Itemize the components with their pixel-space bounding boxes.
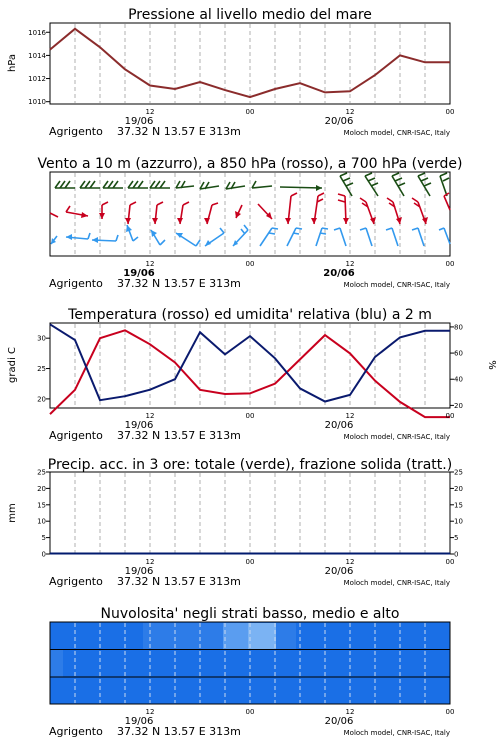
- precipitation-footer: [49, 558, 454, 588]
- temperature-footer: [49, 412, 454, 442]
- pressure-grid: [75, 24, 425, 103]
- barb-850-5: [152, 202, 163, 224]
- barb-700-13: [392, 173, 405, 196]
- hour-tick-label: 00: [445, 412, 455, 420]
- precipitation-y-label: mm: [7, 503, 18, 523]
- y-tick-label: 20: [454, 401, 463, 410]
- y-tick-label: 60: [454, 349, 463, 358]
- pressure-panel: [7, 7, 454, 138]
- y-tick-label: 1016: [28, 28, 46, 37]
- y-tick-label: 25: [37, 365, 46, 374]
- barb-10m-13: [360, 228, 372, 246]
- model-credit: Moloch model, CNR-ISAC, Italy: [343, 729, 450, 737]
- y-tick-label: 0: [41, 550, 46, 559]
- barb-10m-5: [151, 230, 165, 245]
- barb-700-8: [226, 182, 245, 189]
- cloud-cell-high-1: [143, 623, 223, 649]
- date-label: 19/06: [124, 716, 154, 727]
- hour-tick-label: 00: [245, 708, 255, 716]
- barb-700-12: [365, 173, 378, 196]
- date-label: 19/06: [124, 116, 154, 127]
- y-tick-label: 10: [454, 517, 463, 526]
- barb-850-15: [412, 198, 428, 224]
- y-tick-label: 80: [454, 323, 463, 332]
- hour-tick-label: 12: [345, 108, 355, 116]
- pressure-y-label: hPa: [7, 53, 18, 73]
- location-coordinates: 37.32 N 13.57 E 313m: [117, 125, 241, 138]
- cloud-title: Nuvolosita' negli strati basso, medio e alto: [100, 606, 400, 622]
- barb-10m-7: [205, 228, 224, 246]
- barb-700-6: [176, 181, 194, 188]
- barb-700-4: [128, 181, 148, 188]
- barb-850-7: [204, 203, 218, 224]
- barb-10m-3: [92, 235, 118, 243]
- cloud-heatmap: [50, 622, 450, 704]
- precipitation-grid: [75, 473, 425, 553]
- y-tick-label: 20: [37, 395, 46, 404]
- cloud-panel: [49, 606, 454, 738]
- y-tick-label: 25: [454, 468, 463, 477]
- date-label: 20/06: [324, 420, 354, 431]
- pressure-y-ticks: [28, 29, 50, 106]
- hour-tick-label: 00: [445, 108, 455, 116]
- barb-10m-16: [439, 228, 450, 244]
- barb-10m-1: [51, 236, 57, 244]
- barb-700-2: [80, 181, 100, 188]
- y-tick-label: 40: [454, 375, 463, 384]
- humidity-y-label: %: [486, 360, 497, 370]
- hour-tick-label: 00: [245, 558, 255, 566]
- barb-850-13: [360, 198, 376, 224]
- y-tick-label: 20: [454, 484, 463, 493]
- location-coordinates: 37.32 N 13.57 E 313m: [117, 429, 241, 442]
- cloud-cell-mid-1: [50, 650, 63, 677]
- date-label: 19/06: [124, 420, 154, 431]
- hour-tick-label: 00: [245, 108, 255, 116]
- barb-700-7: [200, 182, 219, 189]
- hour-tick-label: 12: [345, 412, 355, 420]
- hour-tick-label: 12: [345, 260, 355, 268]
- hour-tick-label: 12: [145, 108, 155, 116]
- temperature-title: Temperatura (rosso) ed umidita' relativa (blu) a 2 m: [68, 307, 432, 323]
- y-tick-label: 1010: [28, 98, 46, 107]
- date-label: 20/06: [323, 268, 355, 279]
- barb-10m-14: [386, 228, 398, 246]
- y-tick-label: 5: [454, 534, 459, 543]
- barb-850-11: [311, 193, 324, 224]
- hour-tick-label: 12: [345, 558, 355, 566]
- hour-tick-label: 12: [145, 260, 155, 268]
- barb-700-10: [280, 185, 322, 191]
- date-label: 20/06: [324, 116, 354, 127]
- pressure-footer: [49, 108, 454, 138]
- y-tick-label: 25: [37, 468, 46, 477]
- y-tick-label: 0: [454, 550, 459, 559]
- location-name: Agrigento: [49, 125, 103, 138]
- barb-850-10: [285, 193, 297, 224]
- barb-850-1: [50, 213, 58, 217]
- precipitation-frame: [50, 472, 450, 554]
- barb-700-1: [55, 181, 75, 188]
- location-name: Agrigento: [49, 725, 103, 738]
- wind-barbs-10m: [51, 225, 450, 246]
- location-name: Agrigento: [49, 575, 103, 588]
- barb-700-3: [103, 181, 123, 188]
- barb-850-12: [338, 194, 349, 224]
- hour-tick-label: 12: [345, 708, 355, 716]
- hour-tick-label: 00: [445, 558, 455, 566]
- barb-700-11: [340, 173, 353, 196]
- temperature-y-ticks: [37, 335, 50, 404]
- barb-700-15: [440, 173, 449, 196]
- y-tick-label: 5: [41, 534, 46, 543]
- model-credit: Moloch model, CNR-ISAC, Italy: [343, 129, 450, 137]
- temperature-panel: [7, 307, 497, 442]
- date-label: 19/06: [123, 268, 155, 279]
- hour-tick-label: 12: [145, 708, 155, 716]
- barb-850-6: [177, 202, 189, 224]
- model-credit: Moloch model, CNR-ISAC, Italy: [343, 579, 450, 587]
- barb-850-8: [235, 205, 242, 218]
- wind-title: Vento a 10 m (azzurro), a 850 hPa (rosso), a 700 hPa (verde): [37, 156, 463, 172]
- barb-10m-4: [126, 225, 138, 241]
- barb-850-9: [258, 204, 272, 219]
- y-tick-label: 1012: [28, 75, 46, 84]
- y-tick-label: 1014: [28, 51, 46, 60]
- y-tick-label: 15: [37, 501, 46, 510]
- wind-barbs-700hPa: [55, 173, 449, 196]
- model-credit: Moloch model, CNR-ISAC, Italy: [343, 281, 450, 289]
- barb-850-2: [66, 206, 88, 218]
- barb-10m-8: [233, 225, 248, 246]
- location-coordinates: 37.32 N 13.57 E 313m: [117, 575, 241, 588]
- barb-10m-2: [66, 233, 90, 240]
- barb-10m-11: [316, 228, 328, 246]
- hour-tick-label: 00: [245, 260, 255, 268]
- barb-700-9: [252, 181, 272, 188]
- hour-tick-label: 00: [445, 708, 455, 716]
- humidity-y-ticks: [450, 323, 463, 409]
- model-credit: Moloch model, CNR-ISAC, Italy: [343, 433, 450, 441]
- barb-10m-6: [176, 233, 200, 246]
- location-name: Agrigento: [49, 277, 103, 290]
- date-label: 19/06: [124, 566, 154, 577]
- pressure-title: Pressione al livello medio del mare: [128, 7, 372, 23]
- barb-850-4: [125, 202, 136, 224]
- temperature-y-label: gradi C: [7, 347, 18, 383]
- barb-700-5: [150, 181, 170, 188]
- cloud-cell-high-2: [223, 623, 248, 649]
- hour-tick-label: 12: [145, 412, 155, 420]
- y-tick-label: 10: [37, 517, 46, 526]
- cloud-footer: [49, 708, 454, 738]
- y-tick-label: 15: [454, 501, 463, 510]
- hour-tick-label: 12: [145, 558, 155, 566]
- location-coordinates: 37.32 N 13.57 E 313m: [117, 277, 241, 290]
- location-name: Agrigento: [49, 429, 103, 442]
- wind-footer: [49, 260, 454, 290]
- cloud-cell-high-3: [248, 623, 276, 649]
- barb-10m-15: [412, 228, 424, 246]
- date-label: 20/06: [324, 716, 354, 727]
- cloud-cell-high-4: [276, 623, 296, 649]
- precipitation-title: Precip. acc. in 3 ore: totale (verde), frazione solida (tratt.): [47, 457, 453, 473]
- hour-tick-label: 00: [245, 412, 255, 420]
- hour-tick-label: 00: [445, 260, 455, 268]
- location-coordinates: 37.32 N 13.57 E 313m: [117, 725, 241, 738]
- y-tick-label: 20: [37, 484, 46, 493]
- wind-panel: [37, 156, 462, 290]
- date-label: 20/06: [324, 566, 354, 577]
- barb-10m-12: [334, 228, 346, 246]
- y-tick-label: 30: [37, 334, 46, 343]
- precipitation-panel: [7, 457, 463, 588]
